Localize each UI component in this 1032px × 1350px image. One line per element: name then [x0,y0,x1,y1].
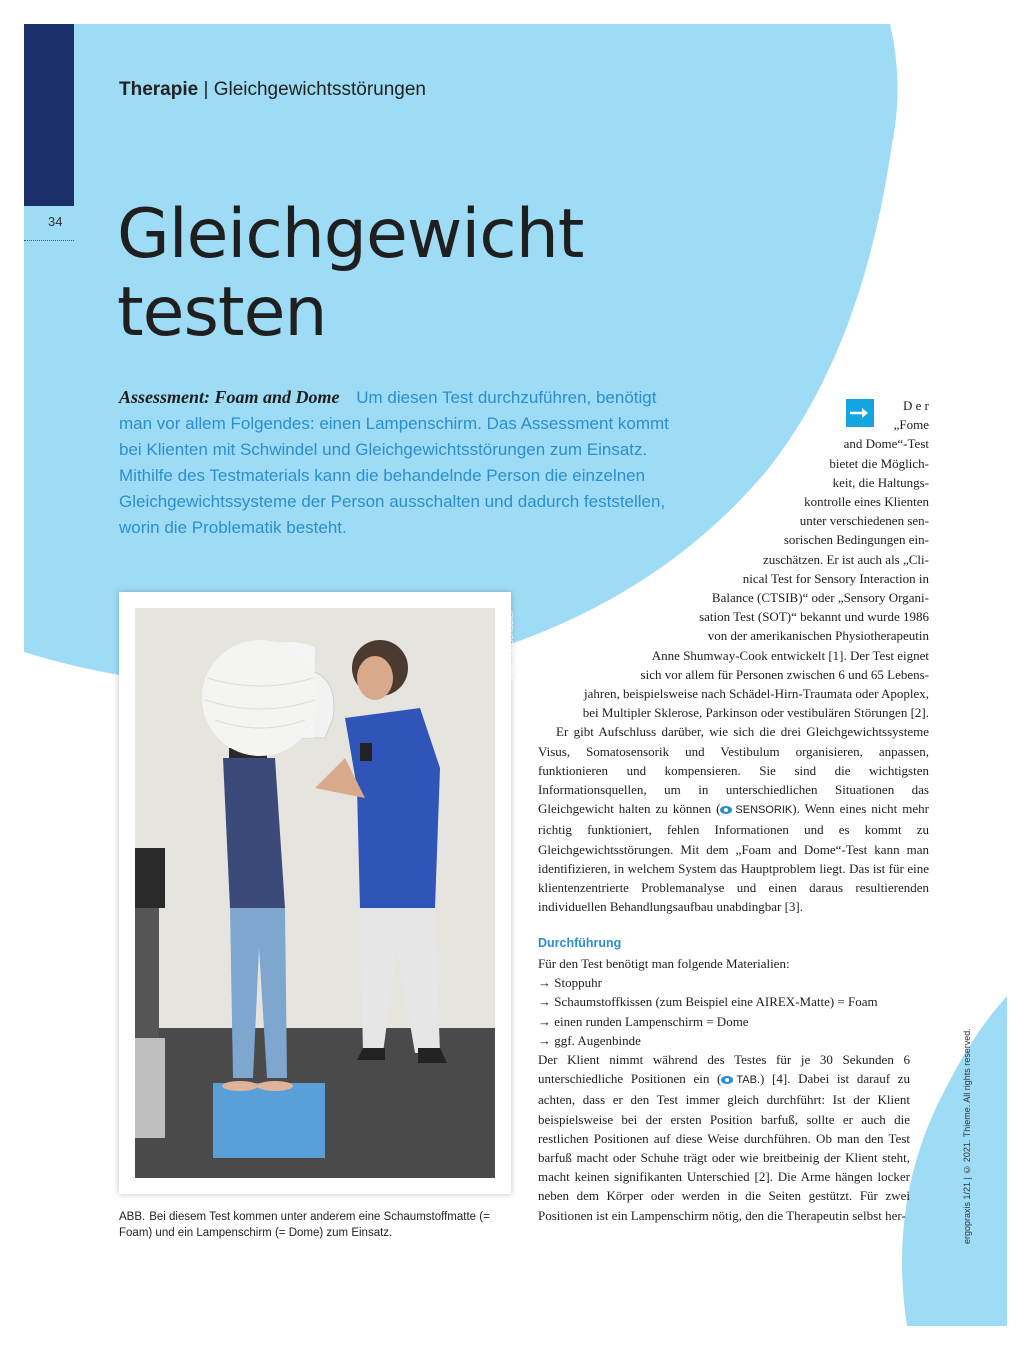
eye-icon [720,806,732,814]
figure-photo-frame [119,592,511,1194]
intro-line: sich vor allem für Personen zwischen 6 und 65 Lebens- [640,666,929,682]
sensorik-link[interactable]: SENSORIK [735,804,793,817]
materials-item: → Schaumstoffkissen (zum Beispiel eine AIREX-Matte) = Foam [538,992,929,1011]
body-paragraph-3 [538,1050,910,1225]
intro-line: sorischen Bedingungen ein- [783,532,929,548]
lead-title: Assessment: Foam and Dome [119,387,340,407]
materials-intro: Für den Test benötigt man folgende Materialien: [538,956,790,971]
materials-list [538,973,929,1050]
section-color-bar [24,24,74,206]
tab-link[interactable]: TAB. [736,1074,761,1087]
intro-line: bei Multipler Sklerose, Parkinson oder vestibulären Störungen [2]. [582,705,929,721]
page-number-divider [24,240,74,241]
materials-item: → einen runden Lampenschirm = Dome [538,1012,929,1031]
section-heading-durchfuehrung: Durchführung [538,936,622,950]
intro-line: and Dome“-Test [843,436,929,452]
intro-line: kontrolle eines Klienten [804,494,929,510]
copyright-notice: ergopraxis 1/21 | © 2021. Thieme. All rights reserved. [962,1028,972,1244]
intro-line: Anne Shumway-Cook entwickelt [1]. Der Test eignet [651,647,929,663]
intro-line: „Fome [893,417,929,433]
materials-item: → Stoppuhr [538,973,929,992]
intro-line: zuschätzen. Er ist auch als „Cli- [762,551,929,567]
body-paragraph-2 [538,722,929,916]
eye-icon [721,1076,733,1084]
para3-text-b: ) [4]. Dabei ist darauf zu achten, dass er den Test immer gleich durchführt: Ist der Klient beispielsweise bei der ersten Position barfuß, sollte er auch die restlichen Positionen auf diese Weise durchführen. Ob man den Test barfuß macht oder Schuhe trägt oder wie breitbeinig der Klient steht, macht keinen signifikanten Unterschied [2]. Die Arme hängen locker neben dem Körper oder werden in die Seiten gestützt. Für zwei Positionen ist ein Lampenschirm nötig, den die Therapeutin selbst her- [538,1071,911,1223]
figure-photo [135,608,495,1178]
intro-line: Balance (CTSIB)“ oder „Sensory Organi- [711,590,929,606]
article-title [117,196,583,352]
materials-item: → ggf. Augenbinde [538,1031,929,1050]
intro-line: nical Test for Sensory Interaction in [742,570,929,586]
intro-line: D e r [903,398,929,413]
figure-caption [119,1209,519,1241]
title-line-1: Gleichgewicht [117,195,584,274]
intro-line: keit, die Haltungs- [832,474,929,490]
header-separator: | [203,79,209,100]
photo-credit: Abb.: S. Schädler [505,610,515,681]
page-number: 34 [48,214,63,229]
para2-text-a: Er gibt Aufschluss darüber, wie sich die drei Gleichgewichtssysteme Visus, Somatosensorik und Vestibulum organisieren, anpassen, funktionieren und kompensieren. Sie sind die wichtigsten Informationsquellen, um in unterschiedlichen Situationen das Gleichgewicht halten zu können ( [538,724,929,817]
intro-line: unter verschiedenen sen- [799,513,929,529]
body-text-durchfuehrung [538,954,929,1225]
para2-text-b: ). Wenn eines nicht mehr richtig funktioniert, fehlen Informationen und es kommt zu Gleichgewichtsstörungen. Mit dem „Foam and Dome“-Test kann man identifizieren, in welchem System das Hauptproblem liegt. Das ist für eine klientenzentrierte Problemanalyse und einen daraus resultierenden individuellen Behandlungsaufbau unabdingbar [3]. [538,801,929,915]
caption-label: ABB. [119,1211,146,1223]
para3-text-a: Der Klient nimmt während des Testes für je 30 Sekunden 6 unterschiedliche Positionen ein ( [538,1052,910,1087]
header-section: Therapie [119,79,199,100]
body-text-intro [538,396,929,916]
magazine-page [24,24,1007,1326]
intro-line: jahren, beispielsweise nach Schädel-Hirn-Traumata oder Apoplex, [583,686,929,702]
intro-line: bietet die Möglich- [829,455,929,471]
header-topic: Gleichgewichtsstörungen [213,79,426,100]
caption-text: Bei diesem Test kommen unter anderem eine Schaumstoffmatte (= Foam) und ein Lampenschirm (= Dome) zum Einsatz. [119,1211,490,1239]
intro-line: von der amerikanischen Physiotherapeutin [707,628,929,644]
page-header [119,79,426,101]
lead-text: Um diesen Test durchzuführen, benötigt man vor allem Folgendes: einen Lampenschirm. Das Assessment kommt bei Klienten mit Schwindel und Gleichgewichtsstörungen zum Einsatz. Mithilfe des Testmaterials kann die behandelnde Person die einzelnen Gleichgewichtssysteme der Person ausschalten und dadurch feststellen, worin die Problematik besteht. [119,388,669,537]
title-line-2: testen [117,273,327,352]
intro-line: sation Test (SOT)“ bekannt und wurde 1986 [699,609,929,625]
